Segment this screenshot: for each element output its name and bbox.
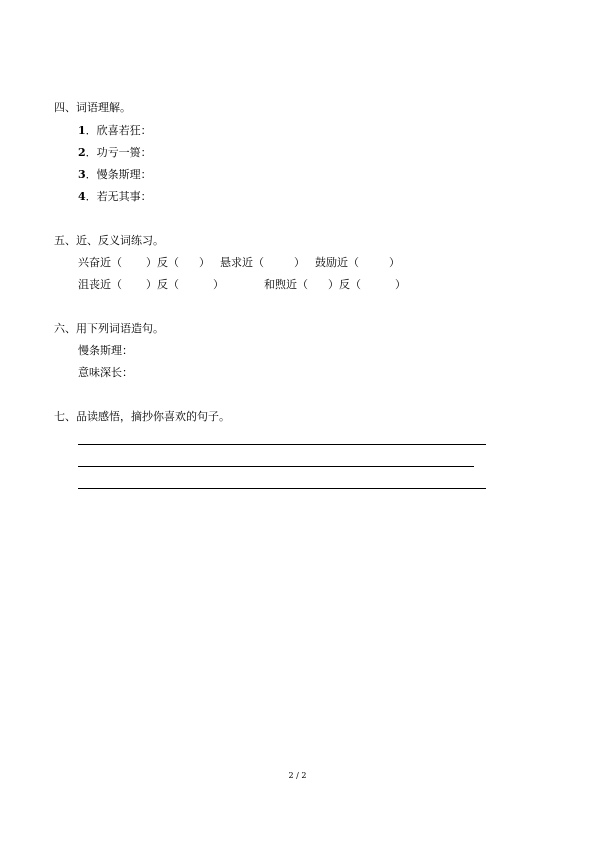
s6-item-1: 慢条斯理： (78, 344, 133, 357)
section-4-title: 四、词语理解。 (54, 101, 131, 114)
s5-row2-d: 和煦近（ (264, 278, 308, 291)
section-7-title: 七、品读感悟，摘抄你喜欢的句子。 (54, 410, 230, 423)
s6-item-2: 意味深长： (78, 366, 133, 379)
s4-item-3-number: 3 (78, 168, 86, 181)
s4-item-2-sep: ． (85, 146, 97, 159)
s5-row1-f: 鼓励近（ (315, 256, 359, 269)
s5-row1-e: ） (294, 256, 305, 269)
s5-row1-b: ）反（ (146, 256, 179, 269)
s4-item-4-text: 若无其事： (96, 190, 152, 203)
s4-item-4-number: 4 (78, 190, 86, 203)
s5-row-2 (78, 278, 406, 292)
section-6-title: 六、用下列词语造句。 (54, 322, 164, 335)
s4-item-4-sep: ． (85, 190, 97, 203)
s5-row2-a: 沮丧近（ (78, 278, 122, 291)
s4-item-1-sep: ． (85, 124, 97, 137)
s4-item-2-number: 2 (78, 146, 86, 159)
s5-row2-c: ） (213, 278, 224, 291)
answer-line-1 (78, 444, 486, 445)
s4-item-3 (78, 168, 152, 182)
answer-line-2 (78, 466, 474, 467)
section-5-title: 五、近、反义词练习。 (54, 234, 164, 247)
s4-item-1 (78, 124, 152, 138)
s4-item-4 (78, 190, 152, 204)
s5-row2-e: ）反（ (328, 278, 361, 291)
s5-row1-g: ） (389, 256, 400, 269)
s4-item-2-text: 功亏一篑： (96, 146, 152, 159)
s4-item-1-text: 欣喜若狂： (96, 124, 152, 137)
s5-row2-b: ）反（ (146, 278, 179, 291)
s4-item-3-sep: ． (85, 168, 97, 181)
s4-item-3-text: 慢条斯理： (96, 168, 152, 181)
s4-item-2 (78, 146, 152, 160)
s4-item-1-number: 1 (78, 124, 86, 137)
s5-row1-d: 悬求近（ (220, 256, 264, 269)
s5-row1-c: ） (199, 256, 210, 269)
s5-row2-f: ） (395, 278, 406, 291)
page-number: 2 / 2 (288, 771, 307, 780)
s5-row1-a: 兴奋近（ (78, 256, 122, 269)
answer-line-3 (78, 488, 486, 489)
s5-row-1 (78, 256, 400, 270)
